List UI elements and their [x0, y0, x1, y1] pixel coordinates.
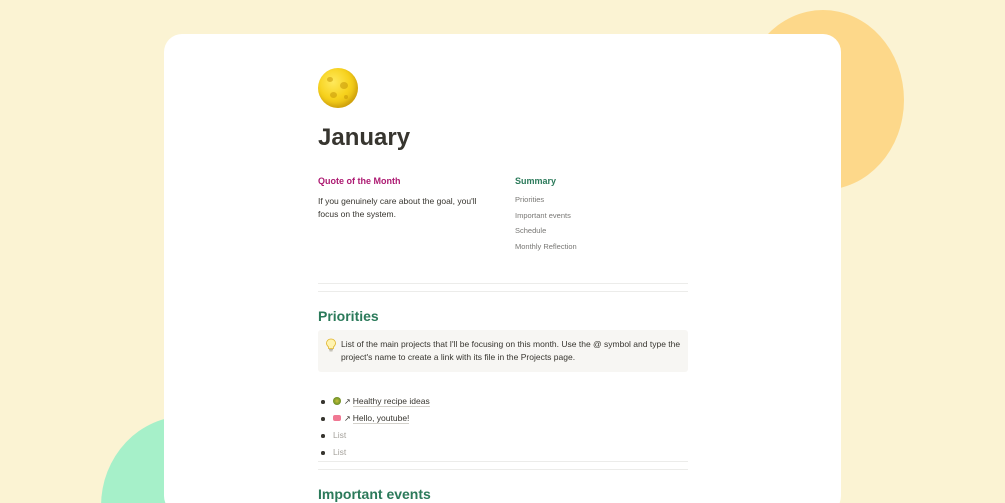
summary-column	[515, 175, 685, 254]
page-card	[164, 34, 841, 503]
page-link-healthy-recipe-ideas[interactable]: Healthy recipe ideas	[352, 396, 430, 406]
list-item-placeholder[interactable]: List	[318, 427, 688, 444]
divider	[318, 283, 688, 284]
heart-icon	[333, 415, 341, 421]
summary-link-monthly-reflection[interactable]: Monthly Reflection	[515, 241, 577, 251]
full-moon-icon[interactable]	[318, 68, 358, 108]
quote-heading: Quote of the Month	[318, 176, 401, 186]
list-item-placeholder[interactable]: List	[318, 444, 688, 461]
link-arrow-icon: ↗	[344, 397, 351, 406]
page-title[interactable]: January	[318, 124, 411, 151]
callout-text: List of the main projects that I'll be focusing on this month. Use the @ symbol and type the project's name to create a link with its file in the Projects page.	[341, 339, 681, 362]
summary-heading: Summary	[515, 176, 557, 186]
kiwi-icon	[333, 397, 341, 405]
link-arrow-icon: ↗	[344, 414, 351, 423]
summary-link-important-events[interactable]: Important events	[515, 210, 571, 220]
page-link-hello-youtube[interactable]: Hello, youtube!	[352, 413, 410, 423]
summary-link-priorities[interactable]: Priorities	[515, 195, 545, 204]
priorities-list	[318, 393, 688, 461]
divider	[318, 469, 688, 470]
summary-link-schedule[interactable]: Schedule	[515, 226, 547, 235]
lightbulb-icon	[325, 338, 337, 352]
list-item[interactable]	[318, 410, 688, 427]
important-events-heading[interactable]: Important events	[318, 486, 431, 502]
quote-column	[318, 175, 498, 221]
quote-text[interactable]: If you genuinely care about the goal, you'll focus on the system.	[318, 196, 477, 219]
divider	[318, 291, 688, 292]
divider	[318, 461, 688, 462]
priorities-callout[interactable]	[318, 330, 688, 372]
priorities-heading[interactable]: Priorities	[318, 308, 379, 324]
list-item[interactable]	[318, 393, 688, 410]
